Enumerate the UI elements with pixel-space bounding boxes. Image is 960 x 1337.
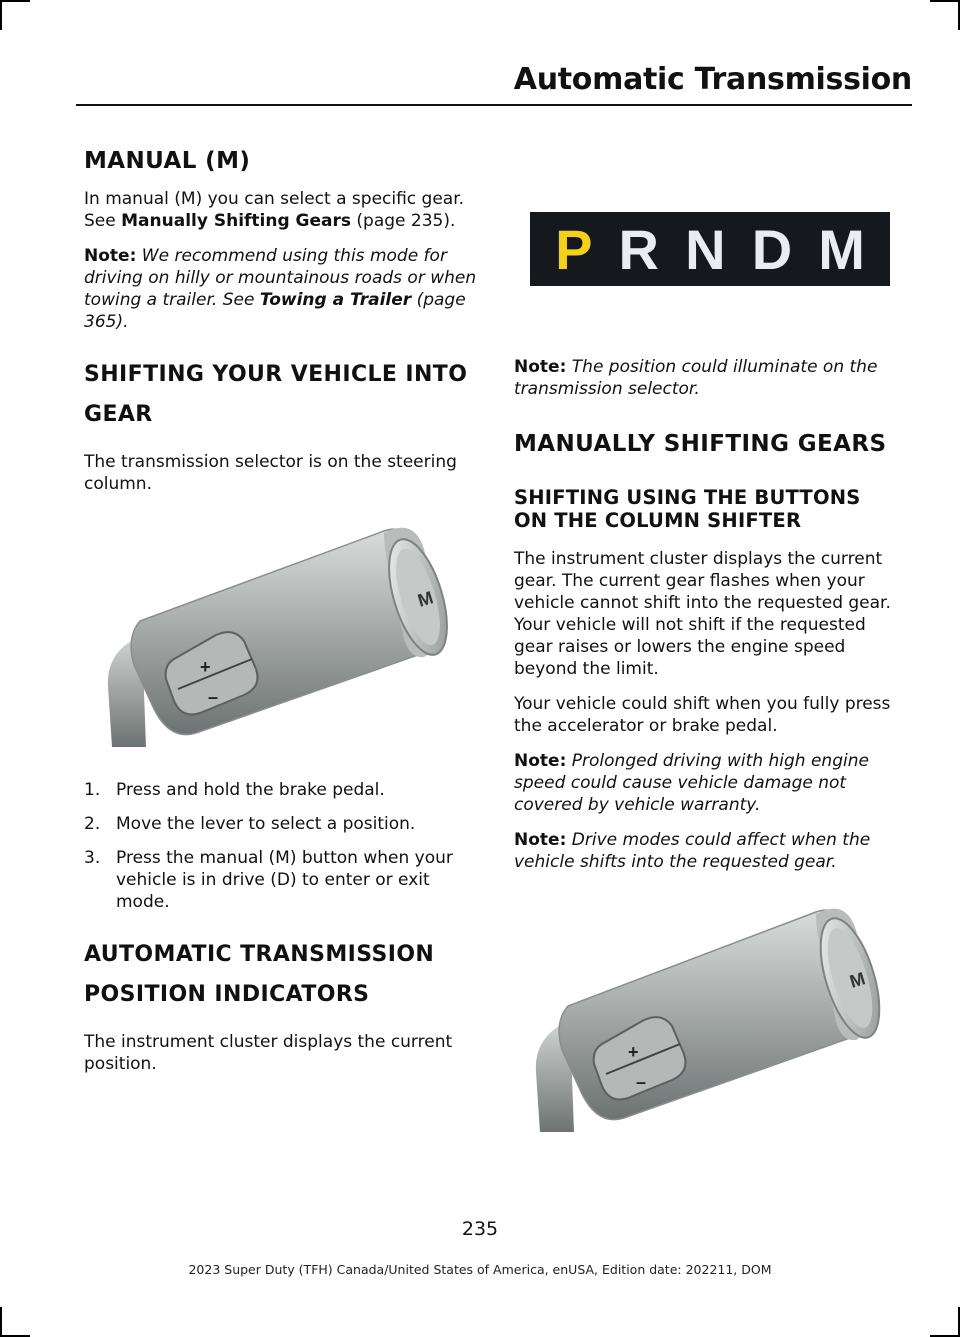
page-number: 235	[461, 1218, 499, 1240]
steps-list	[84, 779, 478, 913]
page-title: Automatic Transmission	[513, 62, 912, 97]
list-item: 2. Move the lever to select a position.	[84, 814, 416, 834]
manual-heading: MANUAL (M)	[84, 148, 251, 174]
manual-note: Note: We recommend using this mode for driving on hilly or mountainous roads or when towing a trailer. See Towing a Trailer (page 365).	[84, 246, 477, 332]
gear-letter-p: P	[555, 217, 593, 281]
crop-mark	[930, 0, 960, 2]
gear-letter-m: M	[818, 217, 865, 281]
header-rule	[76, 104, 912, 106]
buttons-heading: SHIFTING USING THE BUTTONS ON THE COLUMN SHIFTER	[514, 486, 861, 532]
list-item: 1. Press and hold the brake pedal.	[84, 780, 385, 800]
plus-button-label: +	[200, 657, 211, 677]
gear-position-display	[530, 212, 890, 286]
towing-a-trailer-link[interactable]: Towing a Trailer	[259, 290, 412, 310]
manual-button-label: M	[847, 968, 868, 992]
crop-mark	[0, 0, 30, 2]
gear-letter-n: N	[685, 217, 726, 281]
gear-letter-d: D	[751, 217, 793, 281]
manual-paragraph: In manual (M) you can select a specific gear. See Manually Shifting Gears (page 235).	[84, 189, 465, 231]
crop-mark	[0, 1307, 2, 1337]
crop-mark	[0, 0, 2, 30]
left-column	[84, 148, 478, 1088]
buttons-paragraph-2: Your vehicle could shift when you fully press the accelerator or brake pedal.	[514, 694, 891, 736]
indicators-paragraph: The instrument cluster displays the current position.	[84, 1032, 453, 1074]
manual-button-label: M	[415, 587, 436, 611]
buttons-paragraph-1: The instrument cluster displays the current gear. The current gear flashes when your vehicle cannot shift into the requested gear. Your vehicle will not shift if the requested gear raises or lowers the engine speed beyond the limit.	[514, 549, 891, 679]
minus-button-label: –	[636, 1072, 647, 1092]
plus-button-label: +	[628, 1042, 639, 1062]
right-column	[514, 148, 908, 1134]
illuminate-note: Note: The position could illuminate on the transmission selector.	[514, 357, 878, 399]
column-shifter-buttons-illustration	[514, 886, 908, 1134]
indicators-heading: AUTOMATIC TRANSMISSION POSITION INDICATORS	[84, 942, 435, 1007]
manually-shifting-gears-link[interactable]: Manually Shifting Gears	[121, 211, 352, 231]
footer-edition: 2023 Super Duty (TFH) Canada/United States of America, enUSA, Edition date: 202211, DOM	[188, 1262, 772, 1277]
minus-button-label: –	[208, 687, 219, 707]
drive-modes-note: Note: Drive modes could affect when the vehicle shifts into the requested gear.	[514, 830, 871, 872]
warranty-note: Note: Prolonged driving with high engine speed could cause vehicle damage not covered by vehicle warranty.	[514, 751, 869, 815]
gear-letter-r: R	[618, 217, 659, 281]
shifting-paragraph: The transmission selector is on the steering column.	[84, 452, 457, 494]
list-item: 3. Press the manual (M) button when your vehicle is in drive (D) to enter or exit mode.	[84, 848, 453, 912]
shifting-heading: SHIFTING YOUR VEHICLE INTO GEAR	[84, 362, 468, 427]
column-shifter-illustration	[84, 509, 478, 749]
manually-shifting-heading: MANUALLY SHIFTING GEARS	[514, 431, 887, 457]
